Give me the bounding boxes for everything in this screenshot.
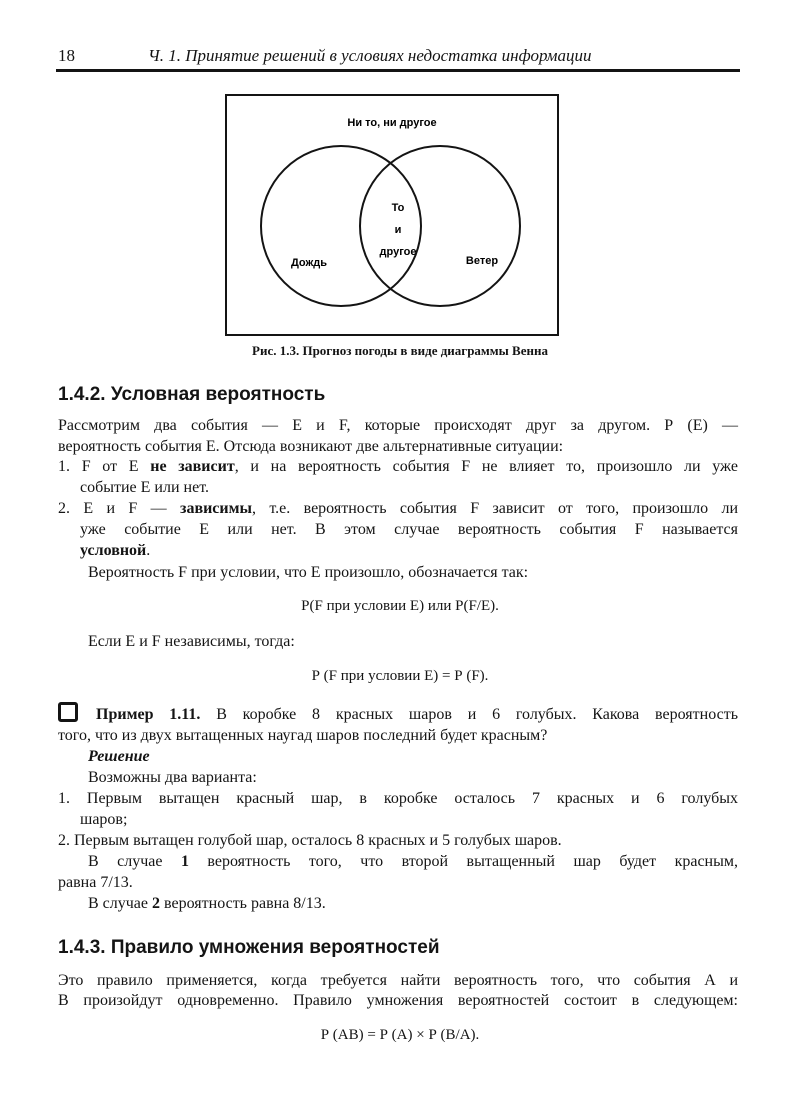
example-line: шаров; [80, 811, 128, 828]
example-line: Возможны два варианта: [88, 769, 257, 786]
section-heading-143: 1.4.3. Правило умножения вероятностей [58, 937, 440, 958]
example-line [96, 705, 738, 725]
formula-conditional: Р(F при условии Е) или Р(F/Е). [301, 598, 499, 614]
example-line: равна 7/13. [58, 874, 133, 891]
paragraph-line: уже событие Е или нет. В этом случае вероятность события F называется [80, 521, 738, 538]
paragraph-line: Вероятность F при условии, что Е произошло, обозначается так: [88, 564, 529, 581]
label-both-3: другое [379, 246, 417, 258]
text-run: . [146, 542, 151, 559]
case-2-line [88, 894, 326, 914]
bold-term: не зависит [150, 458, 235, 475]
label-neither: Ни то, ни другое [347, 117, 437, 129]
formula-independent: Р (F при условии Е) = Р (F). [311, 668, 489, 684]
paragraph-line: Это правило применяется, когда требуется найти вероятность того, что события А и [58, 972, 738, 989]
venn-frame [226, 95, 558, 335]
formula-multiplication: Р (АВ) = Р (А) × Р (В/А). [320, 1027, 480, 1043]
text-run: В случае [88, 895, 153, 912]
example-title: Пример 1.11. [96, 706, 201, 723]
example-box-icon [58, 702, 78, 722]
paragraph-line: событие Е или нет. [80, 479, 209, 496]
text-run: вероятность равна 8/13. [160, 895, 326, 912]
running-title: Ч. 1. Принятие решений в условиях недостатка информации [148, 46, 592, 65]
label-rain: Дождь [290, 257, 328, 269]
text-run: , и на вероятность события F не влияет то, произошло ли уже [234, 458, 739, 475]
text-run: В случае [88, 853, 181, 870]
paragraph-line: Рассмотрим два события — Е и F, которые происходят друг за другом. Р (Е) — [58, 417, 738, 434]
case-number: 1 [180, 853, 189, 870]
option-2: 2. Первым вытащен голубой шар, осталось 8 красных и 5 голубых шаров. [58, 832, 562, 849]
paragraph-line: вероятность события Е. Отсюда возникают две альтернативные ситуации: [58, 438, 564, 455]
label-both-2: и [394, 224, 402, 236]
text-run: 2. Е и F — [58, 500, 181, 517]
bold-term: условной [80, 542, 147, 559]
case-number: 2 [152, 895, 161, 912]
text-run: , т.е. вероятность события F зависит от того, произошло ли [252, 500, 739, 517]
paragraph-line [80, 541, 150, 561]
figure-caption: Рис. 1.3. Прогноз погоды в виде диаграммы Венна [252, 343, 548, 358]
bold-term: зависимы [180, 500, 253, 517]
label-wind: Ветер [465, 255, 499, 267]
list-item-1 [58, 457, 738, 477]
example-line: того, что из двух вытащенных наугад шаров последний будет красным? [58, 727, 548, 744]
venn-circle-right [360, 146, 520, 306]
case-1-line [88, 852, 738, 872]
text-run: В коробке 8 красных шаров и 6 голубых. Какова вероятность [200, 706, 739, 723]
label-both-1: То [391, 202, 405, 214]
solution-label: Решение [88, 748, 150, 765]
paragraph-line: В произойдут одновременно. Правило умножения вероятностей состоит в следующем: [58, 992, 738, 1009]
text-run: вероятность того, что второй вытащенный шар будет красным, [188, 853, 738, 870]
list-item-2 [58, 499, 738, 519]
page-number: 18 [58, 46, 75, 65]
text-run: 1. F от Е [58, 458, 151, 475]
venn-diagram [224, 93, 560, 337]
option-1: 1. Первым вытащен красный шар, в коробке осталось 7 красных и 6 голубых [58, 790, 738, 807]
paragraph-line: Если Е и F независимы, тогда: [88, 633, 295, 650]
section-heading-142: 1.4.2. Условная вероятность [58, 384, 326, 405]
header-rule [56, 69, 740, 72]
